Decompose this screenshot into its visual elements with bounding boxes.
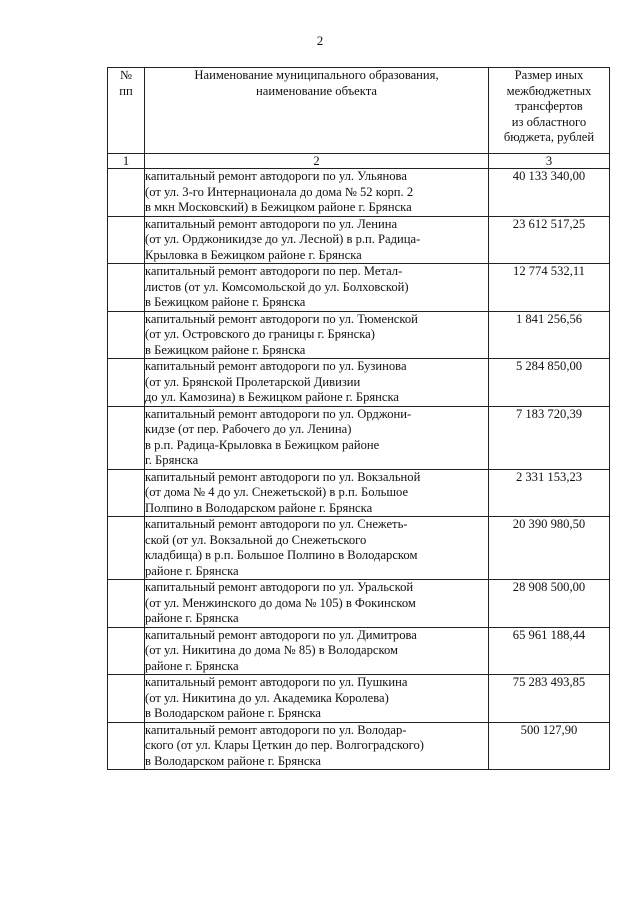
object-name-line: капитальный ремонт автодороги по ул. Пушкина [145, 675, 408, 689]
amount-cell: 1 841 256,56 [489, 311, 610, 359]
amount-cell: 5 284 850,00 [489, 359, 610, 407]
object-name-line: ского (от ул. Клары Цеткин до пер. Волгоградского) [145, 738, 424, 752]
object-name-line: капитальный ремонт автодороги по пер. Метал- [145, 264, 403, 278]
object-name-cell [145, 722, 489, 770]
row-number-cell [108, 169, 145, 217]
table-row [108, 722, 610, 770]
object-name-line: (от ул. Орджоникидзе до ул. Лесной) в р.п. Радица- [145, 232, 421, 246]
object-name-line: в Володарском районе г. Брянска [145, 753, 321, 768]
object-name-cell [145, 264, 489, 312]
table-row [108, 627, 610, 675]
object-name-line: капитальный ремонт автодороги по ул. Володар- [145, 722, 407, 737]
row-number-cell [108, 580, 145, 628]
table-row [108, 264, 610, 312]
column-number: 3 [489, 154, 610, 169]
amount-cell: 75 283 493,85 [489, 675, 610, 723]
object-name-cell [145, 169, 489, 217]
object-name-line: в Бежицком районе г. Брянска [145, 342, 306, 357]
header-name-line: Наименование муниципального образования, [194, 68, 439, 82]
amount-cell: 2 331 153,23 [489, 469, 610, 517]
object-name-line: в Володарском районе г. Брянска [145, 706, 321, 720]
row-number-cell [108, 216, 145, 264]
object-name-cell [145, 517, 489, 580]
row-number-cell [108, 406, 145, 469]
object-name-line: капитальный ремонт автодороги по ул. Ленина [145, 216, 398, 231]
object-name-line: (от дома № 4 до ул. Снежетьской) в р.п. Большое [145, 485, 409, 499]
object-name-line: кладбища) в р.п. Большое Полпино в Володарском [145, 548, 418, 562]
amount-cell: 20 390 980,50 [489, 517, 610, 580]
object-name-cell [145, 359, 489, 407]
header-amount-line: из областного [511, 114, 587, 129]
object-name-cell [145, 469, 489, 517]
amount-cell: 500 127,90 [489, 722, 610, 770]
object-name-line: до ул. Камозина) в Бежицком районе г. Брянска [145, 390, 400, 404]
column-numbers-row [108, 154, 610, 169]
object-name-line: в Бежицком районе г. Брянска [145, 295, 306, 309]
object-name-line: капитальный ремонт автодороги по ул. Уральской [145, 580, 414, 594]
object-name-cell [145, 406, 489, 469]
table-row [108, 406, 610, 469]
object-name-line: в р.п. Радица-Крыловка в Бежицком районе [145, 437, 380, 452]
header-number [108, 68, 145, 154]
amount-cell: 65 961 188,44 [489, 627, 610, 675]
column-number: 2 [145, 154, 489, 169]
object-name-line: (от ул. Никитина до ул. Академика Королева) [145, 690, 389, 705]
object-name-cell [145, 675, 489, 723]
object-name-line: Полпино в Володарском районе г. Брянска [145, 500, 373, 515]
header-name-line: наименование объекта [256, 83, 377, 98]
header-amount-line: межбюджетных [506, 83, 592, 98]
amount-cell: 40 133 340,00 [489, 169, 610, 217]
object-name-line: (от ул. Брянской Пролетарской Дивизии [145, 374, 361, 389]
column-number: 1 [108, 154, 145, 169]
table-row [108, 517, 610, 580]
object-name-line: районе г. Брянска [145, 658, 239, 673]
object-name-line: районе г. Брянска [145, 563, 239, 578]
row-number-cell [108, 311, 145, 359]
object-name-line: капитальный ремонт автодороги по ул. Димитрова [145, 627, 417, 642]
header-number-line: № [119, 68, 133, 82]
object-name-line: (от ул. 3-го Интернационала до дома № 52 корп. 2 [145, 184, 414, 199]
table-row [108, 311, 610, 359]
object-name-line: капитальный ремонт автодороги по ул. Бузинова [145, 359, 407, 373]
object-name-line: районе г. Брянска [145, 611, 239, 625]
amount-cell: 23 612 517,25 [489, 216, 610, 264]
object-name-line: (от ул. Островского до границы г. Брянска) [145, 327, 375, 341]
table-row [108, 580, 610, 628]
row-number-cell [108, 469, 145, 517]
object-name-line: капитальный ремонт автодороги по ул. Орджони- [145, 406, 412, 421]
row-number-cell [108, 264, 145, 312]
object-name-line: кидзе (от пер. Рабочего до ул. Ленина) [145, 422, 352, 436]
row-number-cell [108, 675, 145, 723]
table-row [108, 359, 610, 407]
header-amount-line: трансфертов [515, 99, 583, 113]
object-name-line: (от ул. Никитина до дома № 85) в Володарском [145, 643, 398, 657]
object-name-line: (от ул. Менжинского до дома № 105) в Фокинском [145, 595, 416, 610]
object-name-cell [145, 580, 489, 628]
object-name-line: в мкн Московский) в Бежицком районе г. Брянска [145, 200, 412, 214]
transfers-table [107, 67, 610, 770]
object-name-cell [145, 627, 489, 675]
object-name-line: капитальный ремонт автодороги по ул. Снежеть- [145, 517, 408, 531]
row-number-cell [108, 359, 145, 407]
table-row [108, 216, 610, 264]
page-number: 2 [316, 33, 324, 48]
header-name [145, 68, 489, 154]
row-number-cell [108, 722, 145, 770]
object-name-line: Крыловка в Бежицком районе г. Брянска [145, 247, 362, 262]
table-header-row [108, 68, 610, 154]
row-number-cell [108, 627, 145, 675]
header-amount-line: Размер иных [514, 68, 584, 82]
object-name-line: г. Брянска [145, 453, 199, 467]
object-name-cell [145, 216, 489, 264]
object-name-line: капитальный ремонт автодороги по ул. Тюменской [145, 311, 418, 326]
object-name-line: ской (от ул. Вокзальной до Снежетьского [145, 532, 367, 547]
object-name-cell [145, 311, 489, 359]
row-number-cell [108, 517, 145, 580]
header-amount [489, 68, 610, 154]
header-amount-line: бюджета, рублей [503, 130, 595, 144]
object-name-line: листов (от ул. Комсомольской до ул. Болховской) [145, 279, 409, 294]
object-name-line: капитальный ремонт автодороги по ул. Вокзальной [145, 469, 421, 484]
object-name-line: капитальный ремонт автодороги по ул. Ульянова [145, 169, 407, 183]
table-row [108, 675, 610, 723]
header-number-line: пп [119, 83, 133, 98]
amount-cell: 12 774 532,11 [489, 264, 610, 312]
table-row [108, 169, 610, 217]
amount-cell: 28 908 500,00 [489, 580, 610, 628]
table-row [108, 469, 610, 517]
amount-cell: 7 183 720,39 [489, 406, 610, 469]
